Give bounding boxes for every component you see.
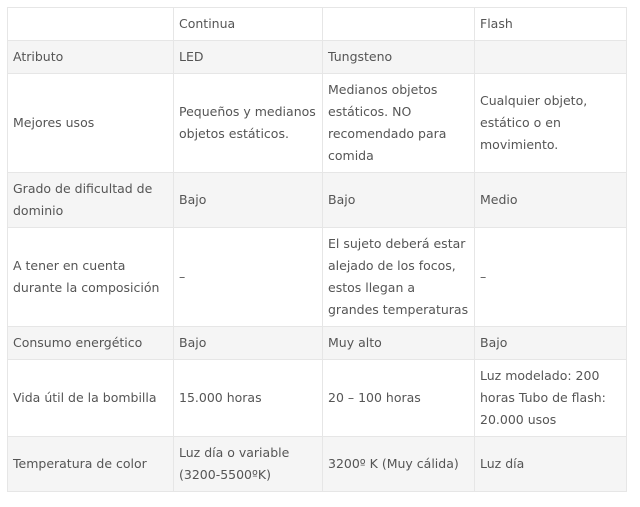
row-label-cell: Consumo energético xyxy=(8,327,174,360)
table-row xyxy=(8,173,627,228)
table-cell: 3200º K (Muy cálida) xyxy=(323,437,475,492)
table-cell: Cualquier objeto, estático o en movimiento. xyxy=(475,74,627,173)
table-cell: Luz modelado: 200 horas Tubo de flash: 20.000 usos xyxy=(475,360,627,437)
row-label-cell: Temperatura de color xyxy=(8,437,174,492)
table-row xyxy=(8,360,627,437)
group-header-cell xyxy=(323,8,475,41)
header-cell: Tungsteno xyxy=(323,41,475,74)
row-label-cell: A tener en cuenta durante la composición xyxy=(8,228,174,327)
group-header-cell xyxy=(8,8,174,41)
comparison-table-container xyxy=(7,7,626,492)
table-cell: Medianos objetos estáticos. NO recomendado para comida xyxy=(323,74,475,173)
table-row xyxy=(8,437,627,492)
row-label-cell: Grado de dificultad de dominio xyxy=(8,173,174,228)
table-cell: Bajo xyxy=(475,327,627,360)
group-header-row xyxy=(8,8,627,41)
table-cell: Muy alto xyxy=(323,327,475,360)
lighting-comparison-table xyxy=(7,7,627,492)
table-row xyxy=(8,74,627,173)
table-cell: El sujeto deberá estar alejado de los focos, estos llegan a grandes temperaturas xyxy=(323,228,475,327)
header-row xyxy=(8,41,627,74)
table-row xyxy=(8,327,627,360)
table-cell: 15.000 horas xyxy=(174,360,323,437)
table-cell: Pequeños y medianos objetos estáticos. xyxy=(174,74,323,173)
group-header-cell: Continua xyxy=(174,8,323,41)
header-cell: Atributo xyxy=(8,41,174,74)
table-row xyxy=(8,228,627,327)
header-cell xyxy=(475,41,627,74)
table-cell: Bajo xyxy=(174,327,323,360)
table-cell: – xyxy=(475,228,627,327)
table-cell: Bajo xyxy=(174,173,323,228)
header-cell: LED xyxy=(174,41,323,74)
group-header-cell: Flash xyxy=(475,8,627,41)
table-cell: 20 – 100 horas xyxy=(323,360,475,437)
table-cell: Medio xyxy=(475,173,627,228)
table-cell: – xyxy=(174,228,323,327)
row-label-cell: Vida útil de la bombilla xyxy=(8,360,174,437)
table-cell: Bajo xyxy=(323,173,475,228)
row-label-cell: Mejores usos xyxy=(8,74,174,173)
table-cell: Luz día o variable (3200-5500ºK) xyxy=(174,437,323,492)
table-cell: Luz día xyxy=(475,437,627,492)
